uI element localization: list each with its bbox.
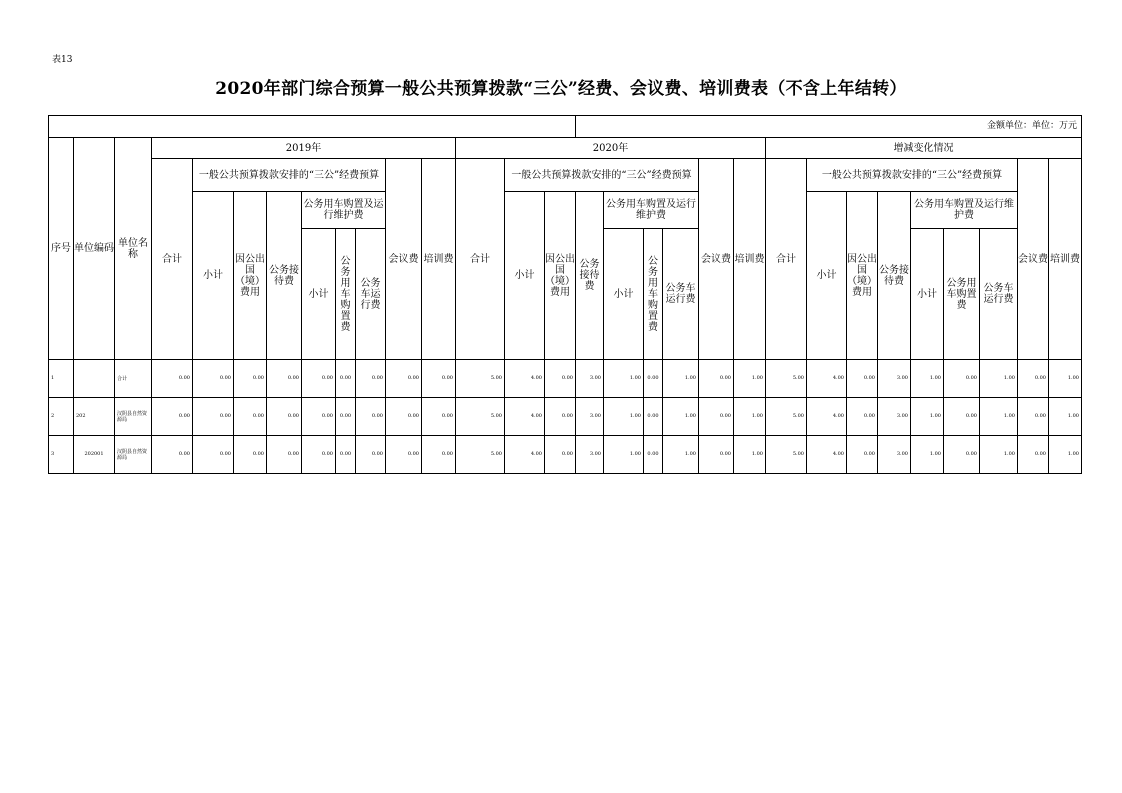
header-three-public-2020: 一般公共预算拨款安排的“三公”经费预算 [505,159,699,192]
header-car-2019: 公务用车购置及运行维护费 [302,192,386,229]
unit-row-blank [49,116,576,138]
header-total-2019: 合计 [152,159,193,360]
cell-change-meeting: 0.00 [1018,436,1049,474]
cell-2020-reception: 3.00 [576,398,604,436]
header-training-change: 培训费 [1049,159,1082,360]
cell-2020-abroad: 0.00 [545,436,576,474]
header-seq: 序号 [49,138,74,360]
header-total-change: 合计 [766,159,807,360]
cell-2020-meeting: 0.00 [699,360,734,398]
cell-2020-car-purchase: 0.00 [644,436,663,474]
cell-name: 汉阴县自然资源局 [115,398,152,436]
cell-2019-subtotal: 0.00 [193,398,234,436]
cell-2019-reception: 0.00 [267,398,302,436]
cell-2019-training: 0.00 [422,398,456,436]
cell-2019-total: 0.00 [152,398,193,436]
cell-change-car-purchase: 0.00 [944,398,980,436]
table-row [49,398,1082,436]
cell-change-car-subtotal: 1.00 [911,436,944,474]
cell-name: 合计 [115,360,152,398]
cell-2019-car-subtotal: 0.00 [302,360,336,398]
cell-change-car-subtotal: 1.00 [911,398,944,436]
cell-2019-car-operation: 0.00 [356,360,386,398]
cell-change-reception: 3.00 [878,398,911,436]
cell-2020-car-purchase: 0.00 [644,360,663,398]
header-car-subtotal-2019: 小计 [302,229,336,360]
header-training-2019: 培训费 [422,159,456,360]
header-car-operation-2019: 公务车运行费 [356,229,386,360]
cell-change-total: 5.00 [766,360,807,398]
cell-2020-car-purchase: 0.00 [644,398,663,436]
cell-name: 汉阴县自然资源局 [115,436,152,474]
cell-change-subtotal: 4.00 [807,398,847,436]
header-unit-name: 单位名称 [115,138,152,360]
cell-change-car-operation: 1.00 [980,398,1018,436]
cell-2019-car-purchase: 0.00 [336,436,356,474]
cell-change-car-operation: 1.00 [980,360,1018,398]
unit-label: 金额单位：单位：万元 [576,116,1082,138]
table-number-label: 表13 [52,55,73,65]
cell-code [74,360,115,398]
cell-2020-car-operation: 1.00 [663,398,699,436]
cell-2019-car-operation: 0.00 [356,398,386,436]
cell-2019-subtotal: 0.00 [193,360,234,398]
cell-2019-abroad: 0.00 [234,360,267,398]
cell-2020-reception: 3.00 [576,360,604,398]
cell-2020-abroad: 0.00 [545,398,576,436]
cell-change-training: 1.00 [1049,360,1082,398]
header-car-purchase-change: 公务用车购置费 [944,229,980,360]
cell-change-subtotal: 4.00 [807,436,847,474]
header-car-2020: 公务用车购置及运行维护费 [604,192,699,229]
header-reception-2020: 公务接待费 [576,192,604,360]
cell-2020-abroad: 0.00 [545,360,576,398]
cell-change-meeting: 0.00 [1018,360,1049,398]
cell-seq: 3 [49,436,74,474]
cell-2019-car-subtotal: 0.00 [302,398,336,436]
cell-2020-subtotal: 4.00 [505,360,545,398]
cell-code: 202001 [74,436,115,474]
cell-change-meeting: 0.00 [1018,398,1049,436]
header-car-operation-change: 公务车运行费 [980,229,1018,360]
cell-change-reception: 3.00 [878,436,911,474]
cell-change-training: 1.00 [1049,436,1082,474]
cell-2020-car-subtotal: 1.00 [604,360,644,398]
cell-change-total: 5.00 [766,398,807,436]
header-unit-code: 单位编码 [74,138,115,360]
header-subtotal-2020: 小计 [505,192,545,360]
cell-2019-meeting: 0.00 [386,360,422,398]
cell-2020-car-operation: 1.00 [663,436,699,474]
header-total-2020: 合计 [456,159,505,360]
cell-2020-car-operation: 1.00 [663,360,699,398]
header-meeting-change: 会议费 [1018,159,1049,360]
cell-2020-training: 1.00 [734,360,766,398]
cell-2020-total: 5.00 [456,398,505,436]
cell-2020-car-subtotal: 1.00 [604,398,644,436]
cell-2020-subtotal: 4.00 [505,398,545,436]
cell-2019-training: 0.00 [422,360,456,398]
table-row [49,436,1082,474]
cell-2019-subtotal: 0.00 [193,436,234,474]
header-meeting-2019: 会议费 [386,159,422,360]
cell-2019-car-subtotal: 0.00 [302,436,336,474]
cell-2019-abroad: 0.00 [234,436,267,474]
header-abroad-2019: 因公出国（境）费用 [234,192,267,360]
cell-seq: 2 [49,398,74,436]
header-abroad-change: 因公出国（境）费用 [847,192,878,360]
header-change: 增减变化情况 [766,138,1082,159]
header-training-2020: 培训费 [734,159,766,360]
cell-change-total: 5.00 [766,436,807,474]
cell-2019-car-purchase: 0.00 [336,398,356,436]
cell-2019-car-operation: 0.00 [356,436,386,474]
header-three-public-change: 一般公共预算拨款安排的“三公”经费预算 [807,159,1018,192]
header-car-subtotal-change: 小计 [911,229,944,360]
cell-change-abroad: 0.00 [847,360,878,398]
cell-2020-meeting: 0.00 [699,436,734,474]
cell-2019-reception: 0.00 [267,436,302,474]
header-car-purchase-2019: 公务用车购置费 [336,229,356,360]
cell-2020-subtotal: 4.00 [505,436,545,474]
header-reception-2019: 公务接待费 [267,192,302,360]
cell-change-car-subtotal: 1.00 [911,360,944,398]
cell-2020-total: 5.00 [456,360,505,398]
header-subtotal-2019: 小计 [193,192,234,360]
header-car-subtotal-2020: 小计 [604,229,644,360]
header-abroad-2020: 因公出国（境）费用 [545,192,576,360]
cell-change-car-operation: 1.00 [980,436,1018,474]
cell-change-reception: 3.00 [878,360,911,398]
header-subtotal-change: 小计 [807,192,847,360]
cell-change-abroad: 0.00 [847,398,878,436]
budget-table [48,115,1082,474]
cell-2020-meeting: 0.00 [699,398,734,436]
cell-2019-car-purchase: 0.00 [336,360,356,398]
cell-2019-meeting: 0.00 [386,398,422,436]
cell-2020-car-subtotal: 1.00 [604,436,644,474]
cell-change-subtotal: 4.00 [807,360,847,398]
page-title: 2020年部门综合预算一般公共预算拨款“三公”经费、会议费、培训费表（不含上年结转） [215,79,907,99]
header-car-change: 公务用车购置及运行维护费 [911,192,1018,229]
cell-change-training: 1.00 [1049,398,1082,436]
cell-2020-total: 5.00 [456,436,505,474]
header-year-2019: 2019年 [152,138,456,159]
cell-change-abroad: 0.00 [847,436,878,474]
cell-2019-meeting: 0.00 [386,436,422,474]
table-row [49,360,1082,398]
header-three-public-2019: 一般公共预算拨款安排的“三公”经费预算 [193,159,386,192]
cell-change-car-purchase: 0.00 [944,436,980,474]
cell-2019-total: 0.00 [152,436,193,474]
header-meeting-2020: 会议费 [699,159,734,360]
cell-2020-training: 1.00 [734,436,766,474]
header-car-operation-2020: 公务车运行费 [663,229,699,360]
cell-2019-reception: 0.00 [267,360,302,398]
header-reception-change: 公务接待费 [878,192,911,360]
cell-2019-training: 0.00 [422,436,456,474]
cell-2020-training: 1.00 [734,398,766,436]
cell-2019-abroad: 0.00 [234,398,267,436]
cell-2020-reception: 3.00 [576,436,604,474]
header-year-2020: 2020年 [456,138,766,159]
cell-seq: 1 [49,360,74,398]
cell-2019-total: 0.00 [152,360,193,398]
cell-change-car-purchase: 0.00 [944,360,980,398]
header-car-purchase-2020: 公务用车购置费 [644,229,663,360]
cell-code: 202 [74,398,115,436]
